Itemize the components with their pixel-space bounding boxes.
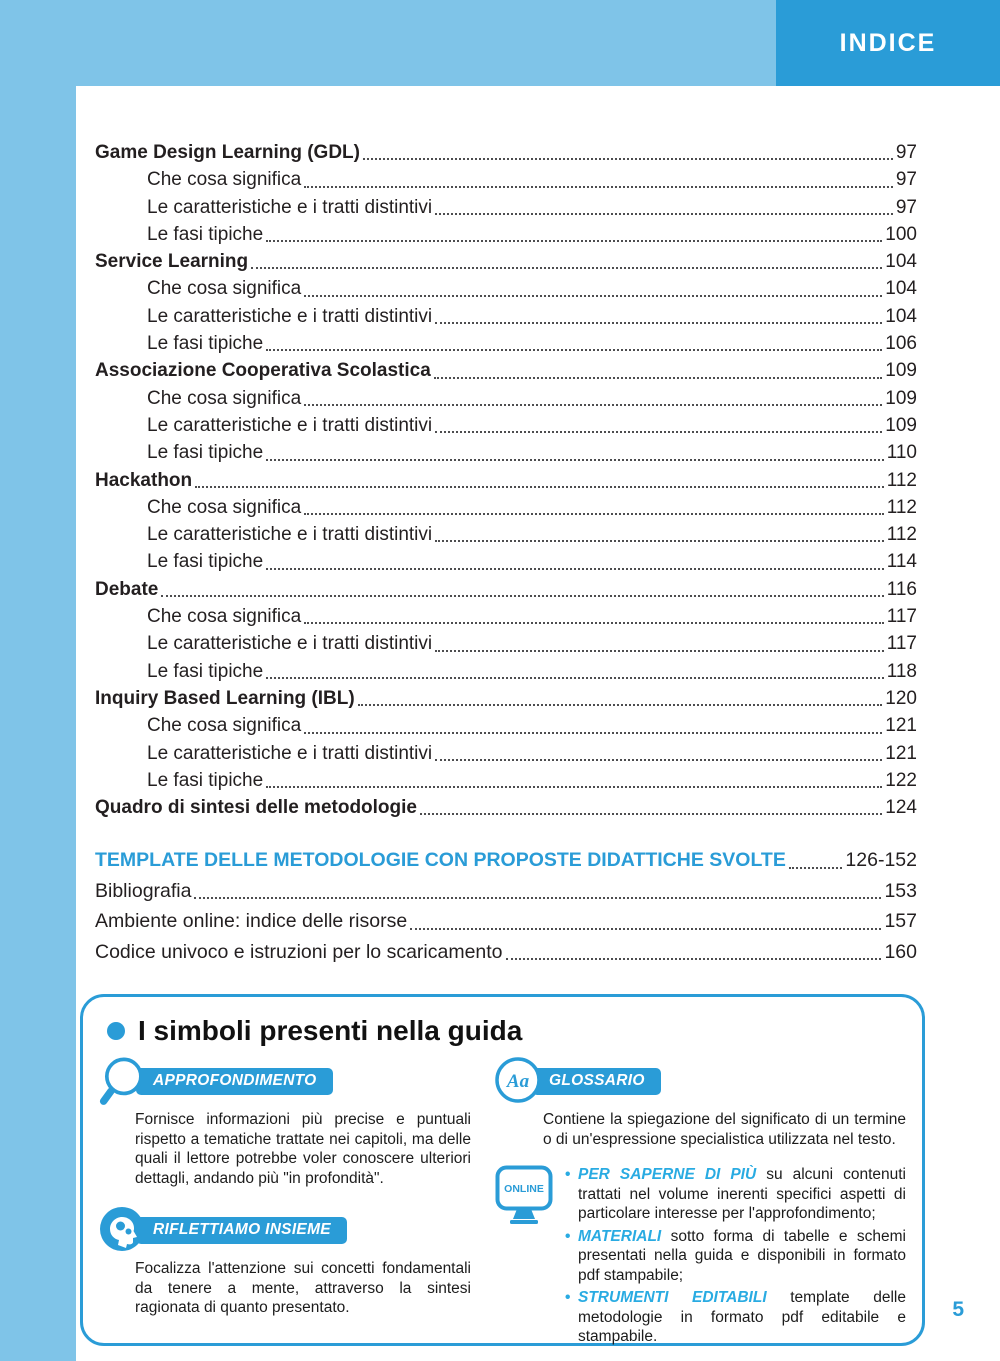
toc-entry-label: Codice univoco e istruzioni per lo scaricamento xyxy=(95,940,503,963)
toc-entry-page: 117 xyxy=(886,606,917,628)
toc-leader-dots xyxy=(266,240,882,242)
toc-leader-dots xyxy=(194,897,881,899)
riflettiamo-section xyxy=(99,1206,471,1318)
toc-entry xyxy=(95,139,917,166)
toc-entry xyxy=(95,876,917,907)
toc-entry-page: 112 xyxy=(886,524,917,546)
toc-entry-page: 112 xyxy=(886,496,917,518)
toc-entry xyxy=(95,630,917,657)
toc-entry xyxy=(95,303,917,330)
toc-entry-label: Le caratteristiche e i tratti distintivi xyxy=(147,305,433,327)
glossario-badge-row xyxy=(495,1057,906,1105)
toc-entry-label: Che cosa significa xyxy=(147,496,302,518)
toc-entry-page: 97 xyxy=(895,142,917,163)
toc-entry-page: 97 xyxy=(895,196,917,218)
toc-entry-label: Quadro di sintesi delle metodologie xyxy=(95,797,417,819)
toc-entry xyxy=(95,248,917,275)
toc-extra-list xyxy=(95,845,917,967)
toc-leader-dots xyxy=(304,295,882,297)
toc-entry xyxy=(95,467,917,494)
toc-entry-label: Hackathon xyxy=(95,469,193,491)
toc-entry-page: 126-152 xyxy=(845,849,917,871)
toc-leader-dots xyxy=(304,622,884,624)
toc-entry-page: 109 xyxy=(885,414,917,436)
toc-entry xyxy=(95,357,917,384)
toc-entry-label: Le fasi tipiche xyxy=(147,551,264,573)
toc-entry-label: Le caratteristiche e i tratti distintivi xyxy=(147,524,433,546)
toc-entry-page: 109 xyxy=(885,360,917,382)
toc-entry-label: Game Design Learning (GDL) xyxy=(95,142,360,163)
toc-entry-page: 121 xyxy=(885,742,917,764)
toc-entry-page: 104 xyxy=(885,278,917,300)
toc-leader-dots xyxy=(266,568,884,570)
glossario-section xyxy=(495,1057,906,1149)
toc-entry-page: 157 xyxy=(884,910,917,932)
toc-leader-dots xyxy=(435,322,882,324)
toc-entry-page: 118 xyxy=(886,660,917,682)
toc-leader-dots xyxy=(195,486,884,488)
symbols-legend-box xyxy=(80,994,925,1346)
Aa-letters-label: Aa xyxy=(506,1071,530,1092)
symbols-right-column xyxy=(495,1057,906,1350)
toc-entry-label: Che cosa significa xyxy=(147,715,302,737)
online-bullet-lead: PER SAPERNE DI PIÙ xyxy=(578,1166,757,1184)
toc-entry-page: 122 xyxy=(885,769,917,791)
toc-entry-page: 160 xyxy=(884,940,917,963)
toc-entry-page: 112 xyxy=(886,469,917,491)
toc-leader-dots xyxy=(435,540,884,542)
online-bullet-lead: STRUMENTI EDITABILI xyxy=(578,1289,767,1307)
toc-entry-label: Le fasi tipiche xyxy=(147,223,264,245)
toc-list xyxy=(95,139,917,821)
glossario-badge: GLOSSARIO xyxy=(532,1068,661,1095)
page-header-title: INDICE xyxy=(839,28,937,57)
online-bullet-list xyxy=(565,1165,906,1350)
toc-entry-page: 153 xyxy=(884,879,917,902)
riflettiamo-badge: RIFLETTIAMO INSIEME xyxy=(136,1217,347,1244)
toc-leader-dots xyxy=(266,459,884,461)
toc-entry-label: Che cosa significa xyxy=(147,387,302,409)
toc-entry xyxy=(95,845,917,876)
toc-entry-label: Che cosa significa xyxy=(147,606,302,628)
toc-entry-page: 100 xyxy=(885,223,917,245)
toc-entry-label: Le caratteristiche e i tratti distintivi xyxy=(147,633,433,655)
toc-leader-dots xyxy=(789,867,843,869)
toc-leader-dots xyxy=(161,595,883,597)
toc-leader-dots xyxy=(358,704,883,706)
toc-entry-page: 120 xyxy=(885,687,917,709)
toc-entry-label: Ambiente online: indice delle risorse xyxy=(95,910,408,932)
toc-entry-page: 109 xyxy=(885,387,917,409)
toc-entry xyxy=(95,194,917,221)
online-bullet-item: • STRUMENTI EDITABILI template delle metodologie in formato pdf editabile e stampabile. xyxy=(565,1288,906,1347)
toc-leader-dots xyxy=(434,377,883,379)
online-bullet-item: • MATERIALI sotto forma di tabelle e schemi presentati nella guida e disponibili in formato pdf stampabile; xyxy=(565,1227,906,1286)
toc-entry-page: 104 xyxy=(885,305,917,327)
symbols-title-row xyxy=(107,1015,906,1047)
toc-entry-label: Che cosa significa xyxy=(147,278,302,300)
toc-entry xyxy=(95,906,917,937)
riflettiamo-badge-row xyxy=(99,1206,471,1254)
toc-entry-page: 117 xyxy=(886,633,917,655)
toc-leader-dots xyxy=(435,213,893,215)
symbols-title: I simboli presenti nella guida xyxy=(138,1015,523,1046)
toc-entry-page: 110 xyxy=(886,442,917,464)
toc-entry xyxy=(95,275,917,302)
toc-entry-page: 116 xyxy=(886,578,917,600)
toc-leader-dots xyxy=(435,759,882,761)
toc-entry-label: Le caratteristiche e i tratti distintivi xyxy=(147,742,433,764)
toc-entry xyxy=(95,794,917,821)
online-monitor-icon xyxy=(495,1165,553,1350)
page-header-tab xyxy=(776,0,1000,86)
toc-leader-dots xyxy=(304,513,884,515)
toc-leader-dots xyxy=(420,813,882,815)
online-section xyxy=(495,1165,906,1350)
approfondimento-badge-row xyxy=(99,1057,471,1105)
toc-entry xyxy=(95,767,917,794)
toc-entry xyxy=(95,548,917,575)
toc-entry xyxy=(95,685,917,712)
toc-entry xyxy=(95,439,917,466)
toc-leader-dots xyxy=(435,650,884,652)
approfondimento-badge: APPROFONDIMENTO xyxy=(136,1068,333,1095)
toc-entry xyxy=(95,937,917,968)
toc-leader-dots xyxy=(506,958,882,960)
toc-entry-label: Le caratteristiche e i tratti distintivi xyxy=(147,196,433,218)
toc-entry-page: 114 xyxy=(886,551,917,573)
toc-entry-page: 106 xyxy=(885,333,917,355)
top-color-band xyxy=(0,0,776,86)
approfondimento-text: Fornisce informazioni più precise e puntuali rispetto a tematiche trattate nei capitoli, ma delle quali il lettore potrebbe voler conoscere ulteriori dettagli, andando più "in profondità". xyxy=(135,1111,471,1187)
toc-entry-label: Le fasi tipiche xyxy=(147,769,264,791)
toc-entry xyxy=(95,385,917,412)
toc-entry-label: Inquiry Based Learning (IBL) xyxy=(95,687,355,709)
toc-entry xyxy=(95,494,917,521)
toc-entry-label: Service Learning xyxy=(95,251,249,273)
toc-entry-label: Le fasi tipiche xyxy=(147,333,264,355)
toc-entry-page: 104 xyxy=(885,251,917,273)
toc-entry xyxy=(95,521,917,548)
toc-entry xyxy=(95,712,917,739)
toc-entry xyxy=(95,740,917,767)
toc-leader-dots xyxy=(304,404,882,406)
toc-entry xyxy=(95,221,917,248)
Aa-letters-icon xyxy=(495,1057,541,1105)
toc-leader-dots xyxy=(266,677,884,679)
online-bullet-item: • PER SAPERNE DI PIÙ su alcuni contenuti trattati nel volume inerenti specifici aspetti di particolare interesse per l'approfondimento; xyxy=(565,1165,906,1224)
toc-leader-dots xyxy=(266,349,882,351)
toc-entry xyxy=(95,166,917,193)
left-color-band xyxy=(0,0,76,1361)
toc-entry xyxy=(95,658,917,685)
toc-entry-label: TEMPLATE DELLE METODOLOGIE CON PROPOSTE DIDATTICHE SVOLTE xyxy=(95,849,786,871)
toc-entry xyxy=(95,576,917,603)
toc-entry-label: Bibliografia xyxy=(95,879,192,902)
toc-entry-page: 124 xyxy=(885,797,917,819)
toc-leader-dots xyxy=(435,431,882,433)
head-gears-icon xyxy=(99,1206,145,1254)
toc-entry xyxy=(95,603,917,630)
toc-entry-label: Associazione Cooperativa Scolastica xyxy=(95,360,431,382)
toc-leader-dots xyxy=(251,267,882,269)
symbols-columns xyxy=(99,1057,906,1350)
toc-leader-dots xyxy=(266,786,882,788)
approfondimento-section xyxy=(99,1057,471,1188)
toc-entry-label: Le fasi tipiche xyxy=(147,660,264,682)
magnifier-icon xyxy=(99,1057,145,1105)
toc-entry xyxy=(95,330,917,357)
toc-entry-label: Debate xyxy=(95,578,159,600)
toc-entry xyxy=(95,412,917,439)
toc-entry-label: Le caratteristiche e i tratti distintivi xyxy=(147,414,433,436)
toc-entry-label: Le fasi tipiche xyxy=(147,442,264,464)
toc-leader-dots xyxy=(304,732,882,734)
online-icon-label: ONLINE xyxy=(504,1183,544,1196)
symbols-left-column xyxy=(99,1057,471,1350)
online-bullet-lead: MATERIALI xyxy=(578,1227,662,1245)
toc-entry-label: Che cosa significa xyxy=(147,169,302,191)
riflettiamo-text: Focalizza l'attenzione sui concetti fondamentali da tenere a mente, attraverso la sintesi ragionata di quanto presentato. xyxy=(135,1260,471,1317)
toc-leader-dots xyxy=(304,186,893,188)
toc-entry-page: 97 xyxy=(895,169,917,191)
toc-leader-dots xyxy=(363,158,893,160)
toc-leader-dots xyxy=(410,928,881,930)
page-number: 5 xyxy=(952,1298,964,1321)
glossario-text: Contiene la spiegazione del significato di un termine o di un'espressione specialistica utilizzata nel testo. xyxy=(543,1111,906,1148)
bullet-dot-icon xyxy=(107,1022,125,1040)
toc-entry-page: 121 xyxy=(885,715,917,737)
